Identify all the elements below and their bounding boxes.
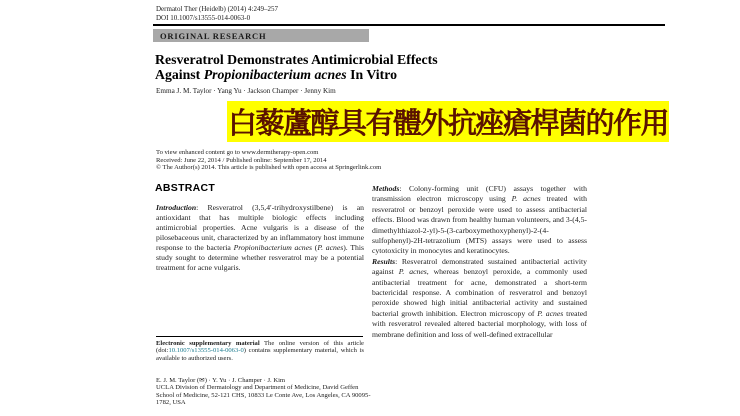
copyright-open-access-note: © The Author(s) 2014. This article is published with open access at Springerlink.com	[156, 164, 382, 171]
cjk-annotation-overlay	[227, 101, 669, 142]
received-published-dates: Received: June 22, 2014 / Published online: September 17, 2014	[156, 156, 327, 164]
article-title-line2: Against Propionibacterium acnes In Vitro	[155, 67, 397, 82]
abstract-results: Results: Resveratrol demonstrated sustained antibacterial activity against P. acnes, whereas benzoyl peroxide, a commonly used antibacterial treatment for acne, demonstrated a short-term bactericidal response. A combination of resveratrol and benzoyl peroxide showed high initial antibacterial activity and sustained bacterial growth inhibition. Electron microscopy of P. acnes treated with resveratrol revealed altered bacterial morphology, with loss of membrane definition and loss of well-defined extracellular	[372, 256, 587, 339]
abstract-methods: Methods: Colony-forming unit (CFU) assays together with transmission electron microscopy using P. acnes treated with resveratrol or benzoyl peroxide were used to assess antibacterial effects. Blood was drawn from healthy human volunteers, and 3-(4,5-dimethylthiazol-2-yl)-5-(3-carboxymethoxyphenyl)-2-(4-sulfophenyl)-2H-tetrazolium (MTS) assays were used to assess cytotoxicity in monocytes and keratinocytes.	[372, 184, 587, 256]
abstract-heading: ABSTRACT	[155, 182, 216, 194]
doi-line: DOI 10.1007/s13555-014-0063-0	[156, 14, 251, 22]
abstract-column-left	[156, 203, 364, 273]
correspondence-authors: E. J. M. Taylor (✉) · Y. Yu · J. Champer · J. Kim	[156, 377, 286, 384]
section-label: ORIGINAL RESEARCH	[160, 30, 267, 41]
enhanced-content-note: To view enhanced content go to www.dermtherapy-open.com	[156, 149, 319, 156]
affiliation-address: UCLA Division of Dermatology and Department of Medicine, David Geffen School of Medicine, 52-121 CHS, 10833 Le Conte Ave, Los Angeles, CA 90095-1782, USA	[156, 384, 371, 407]
cjk-annotation-text: 白藜蘆醇具有體外抗痤瘡桿菌的作用	[227, 106, 668, 140]
affiliation-block	[156, 377, 374, 407]
authors-line: Emma J. M. Taylor · Yang Yu · Jackson Champer · Jenny Kim	[156, 87, 336, 95]
header-rule	[153, 24, 665, 26]
article-title-line1: Resveratrol Demonstrates Antimicrobial Effects	[155, 52, 438, 67]
journal-citation: Dermatol Ther (Heidelb) (2014) 4:249–257	[156, 5, 278, 13]
article-meta	[156, 149, 381, 172]
esm-footnote: Electronic supplementary material The online version of this article (doi:10.1007/s13555-014-0063-0) contains supplementary material, which is available to authorized users.	[156, 340, 364, 362]
abstract-introduction: Introduction: Resveratrol (3,5,4′-trihydroxystilbene) is an antioxidant that has multiple biologic effects including antimicrobial properties. Acne vulgaris is a disease of the pilosebaceous unit, characterized by an inflammatory host immune response to the bacteria Propionibacterium acnes (P. acnes). This study sought to determine whether resveratrol may be a potential treatment for acne vulgaris.	[156, 203, 364, 272]
article-title	[155, 52, 575, 82]
footnote-rule	[156, 336, 363, 337]
section-label-bar	[153, 29, 369, 42]
abstract-column-right	[372, 184, 587, 340]
journal-header	[156, 5, 278, 23]
